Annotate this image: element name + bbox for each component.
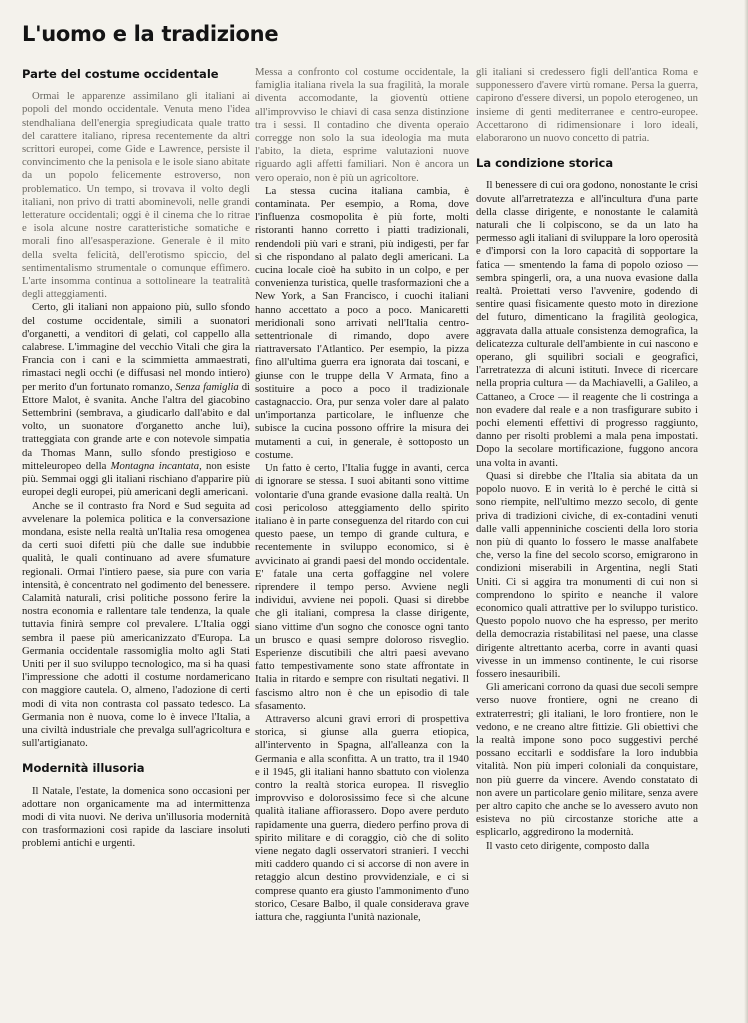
section-heading-costume: Parte del costume occidentale bbox=[22, 67, 219, 81]
paragraph: Il vasto ceto dirigente, composto dalla bbox=[486, 839, 650, 852]
book-title: Senza famiglia bbox=[175, 380, 239, 393]
paragraph: Un fatto è certo, l'Italia fugge in avanti, cerca di ignorare se stessa. I suoi abitanti sono vittime volontarie d'una grande evasione dalla realtà. Un così pericoloso atteggiamento dello spirito italiano è in parte conseguenza del ritardo con cui questo paese, un tempo di grande cultura, e recentemente in sviluppo economico, si è avvicinato ai grandi paesi del mondo occidentale. E' fatale una certa goffaggine nel volere riprendere il tempo perso. Avviene negli individui, avviene nei popoli. Quasi si direbbe che gli italiani, compresa la classe dirigente, siano vittime d'un sogno che conosce ogni tanto un brusco e quasi sempre doloroso risveglio. Esperienze discutibili che altri paesi avevano fatto tempestivamente sono state affrontate in Italia in ritardo e sempre con risultati negativi. Il fascismo altro non è che un episodio di tale sfasamento. bbox=[255, 462, 469, 712]
paragraph-text: , non esiste più. Semmai oggi gli italiani rischiano d'apparire più europei degli europei, più americani degli americani. bbox=[22, 459, 250, 499]
page-title: L'uomo e la tradizione bbox=[22, 22, 279, 46]
paragraph bbox=[22, 301, 250, 499]
paragraph: Gli americani corrono da quasi due secoli sempre verso nuove frontiere, ogni ne creano di extraterrestri; gli italiani, le loro frontiere, non le vedono, e ne creano altre fittizie. Gli obiettivi che la realtà impone sono poco suggestivi perché possano eccitarli e soddisfare la loro indubbia vitalità. Non più imperi coloniali da conquistare, non più guerre da vincere. Avendo constatato di non avere un particolare genio militare, senza avere per altro capito che anche se lo avessero avuto non esisteva no più circostanze storiche atte a esplicarlo, aggredirono la modernità. bbox=[476, 681, 698, 839]
column-3 bbox=[476, 66, 698, 1011]
paragraph: Il Natale, l'estate, la domenica sono occasioni per adottare non organicamente ma ad intermittenza modi di vita nuovi. Ne deriva un'illusoria modernità con trasformazioni così rapide da lasciare insoluti problemi antichi e urgenti. bbox=[22, 784, 250, 850]
paragraph-text: Certo, gli italiani non appaiono più, sullo sfondo del costume occidentale, simili a suonatori d'organetti, a venditori di gelati, col cappello alla calabrese. L'immagine del vecchio Vitali che gira la Francia con i cani e la scimmietta ammaestrati, rimastaci negli occhi (e diffusasi nel mondo intiero) per merito d'un fortunato romanzo, bbox=[22, 301, 250, 393]
paragraph: Messa a confronto col costume occidentale, la famiglia italiana rivela la sua fragilità, la morale diventa accomodante, la gioventù ottiene all'improvviso le chiavi di casa senza distinzione tra i sessi. Il contadino che diventa operaio corregge non solo la sua ideologia ma muta l'abito, la dieta, esprime valutazioni nuove riguardo agli affetti familiari. Non è ancora un vero operaio, non è più un agricoltore. bbox=[255, 66, 469, 184]
section-heading-modernita: Modernità illusoria bbox=[22, 761, 145, 776]
paragraph: Quasi si direbbe che l'Italia sia abitata da un popolo nuovo. E in verità lo è perché le città si sono riempite, nell'ultimo mezzo secolo, di gente priva di tradizioni civiche, di ex-contadini venuti dalle valli appenniniche coscienti della loro storia non più di quanto lo fossero le masse analfabete che, verso la fine del secolo scorso, emigrarono in condizioni miserabili in Argentina, negli Stati Uniti. Ci si aggira tra monumenti di cui non si comprendono lo spirito e neanche il valore economico quali attrattive per lo sviluppo turistico. Questo popolo nuovo che ha espresso, per merito della democrazia ristabilitasi nel paese, una classe dirigente altrettanto acerba, corre in avanti quasi vivesse in un immenso continente, le cui risorse fossero inesauribili. bbox=[476, 469, 698, 680]
page-edge-shadow bbox=[744, 0, 748, 1023]
paragraph: gli italiani si credessero figli dell'antica Roma e supponessero d'avere virtù romane. Persa la guerra, capirono d'essere diversi, un popolo eterogeneo, un insieme di genti mediterranee e centro-europee. Accettarono di ridimensionare i loro ideali, elaborarono un nuovo concetto di patria. bbox=[476, 66, 698, 145]
paragraph: Ormai le apparenze assimilano gli italiani ai popoli del mondo occidentale. Venuta meno l'idea stendhaliana dell'energia spregiudicata quale tratto del carattere italiano, ripresa recentemente da altri scrittori europei, come Gide e Lawrence, persiste il convincimento che la penisola e le isole siano abitate da un popolo felicemente estroverso, non problematico. Un tempo, si trovava il volto degli italiani, non privo di tratti abominevoli, nelle grandi letterature occidentali; oggi è il cinema che lo ritrae e isola alcune nostre caratteristiche somatiche e morali fino all'esasperazione. Generale è il mito della svelta felicità, dell'erotismo spiccio, del sentimentalismo strumentale o comunque effimero. L'arte insomma continua a sottolineare la teatralità degli atteggiamenti. bbox=[22, 90, 250, 301]
paragraph: Il benessere di cui ora godono, nonostante le crisi dovute all'arretratezza e all'incultura d'una parte della classe dirigente, e nonostante le calamità naturali che li colpiscono, se da un lato ha permesso agli italiani di sviluppare la loro operosità e d'imporsi con la loro capacità di sopportare la fatica — smentendo la fama di popolo ozioso — sembra spingerli, ora, a una nuova evasione dalla realtà. Proiettati verso l'avvenire, godendo di sentire quasi fisicamente questo moto in direzione del futuro, dimenticano la fragilità geologica, aggravata dalla attuale consistenza demografica, la delicatezza culturale dell'ambiente in cui nascono e operano, gli squilibri sociali e geografici, l'arretratezza di alcuni istituti. Invece di ricercare nella propria cultura — da Machiavelli, a Galileo, a Cattaneo, a Croce — il reagente che li costringa a non evadere dal reale e a non trasfigurare subito i pochi elementi effettivi di progresso raggiunto, danno per risolti problemi a mala pena impostati. Dopo la secolare mortificazione, fuggono ancora una volta in avanti. bbox=[476, 179, 698, 469]
paragraph-text: di Ettore Malot, è svanita. Anche l'altra del giacobino Settembrini (sembrava, a giudicarlo dall'abito e dal volto, un suonatore d'organetto anche lui), tratteggiata con grande arte e con notevole simpatia da Thomas Mann, sullo sfondo prestigioso e mitteleuropeo della bbox=[22, 380, 250, 472]
paragraph: Attraverso alcuni gravi errori di prospettiva storica, si giunse alla guerra etiopica, all'intervento in Spagna, all'alleanza con la Germania e alla sconfitta. A un tratto, tra il 1940 e il 1945, gli italiani hanno sbattuto con violenza contro la realtà storica europea. Il risveglio improvviso e dolorosissimo fece sì che alcune qualità italiane affiorassero. Dopo avere perduto rapidamente una guerra, diedero perfino prova di spirito militare e di coraggio, ciò che di solito viene negato dagli osservatori stranieri. I vecchi miti caddero quando ci si accorse di non avere in retaggio alcun destino provvidenziale, e ci si comprese quanto era giusto l'ammonimento d'uno storico, Cesare Balbo, il quale considerava grave iattura che, raggiunta l'unità nazionale, bbox=[255, 712, 469, 923]
column-1 bbox=[22, 66, 250, 1011]
paragraph: La stessa cucina italiana cambia, è contaminata. Per esempio, a Roma, dove l'influenza cosmopolita è più forte, molti ristoranti hanno corretto i piatti tradizionali, rendendoli più vari e strani, più indigesti, per far sì che rispondano al palato degli americani. La cucina locale cioè ha subìto in un colpo, e per convenienza turistica, quelle trasformazioni che a New York, a San Francisco, i cuochi italiani hanno accettato a poco a poco. Manicaretti meridionali sono arrivati nell'Italia centro-settentrionale di rimando, dopo avere riattraversato l'Atlantico. Per esempio, la pizza fino all'ultima guerra era ignorata dai toscani, e giunse con le truppe della V Armata, fino a sostituire a poco a poco il tradizionale castagnaccio. Ora, pur senza voler dare al palato un'importanza particolare, le influenze che subisce la cucina possono offrire la misura dei mutamenti a cui, in generale, è sottoposto un costume. bbox=[255, 184, 469, 461]
paragraph: Anche se il contrasto fra Nord e Sud seguita ad avvelenare la polemica politica e la conversazione mondana, esiste nella realtà un'Italia resa omogenea da certi suoi difetti più che dalle sue indubbie qualità, le quali continuano ad avere sfumature regionali. Ormai l'intiero paese, sia pure con varia intensità, è concentrato nel godimento del benessere. Calamità naturali, crisi politiche possono ferire la nostra economia e rallentare tale tendenza, la quale tuttavia finirà sempre col prevalere. L'Italia oggi sembra il paese più americanizzato d'Europa. La Germania occidentale rassomiglia molto agli Stati Uniti per il suo sviluppo tecnologico, ma si ha quasi l'impressione che adotti il costume nordamericano con maggiore cautela. O, almeno, l'adozione di certi modi di vita non contrasta col passato tedesco. La Germania non è nuova, come lo è invece l'Italia, a una civiltà industriale che prevalga sull'agricoltura e sull'artigianato. bbox=[22, 499, 250, 750]
section-heading-condizione: La condizione storica bbox=[476, 156, 614, 171]
book-title: Montagna incantata bbox=[110, 459, 200, 472]
column-2 bbox=[255, 66, 469, 1011]
